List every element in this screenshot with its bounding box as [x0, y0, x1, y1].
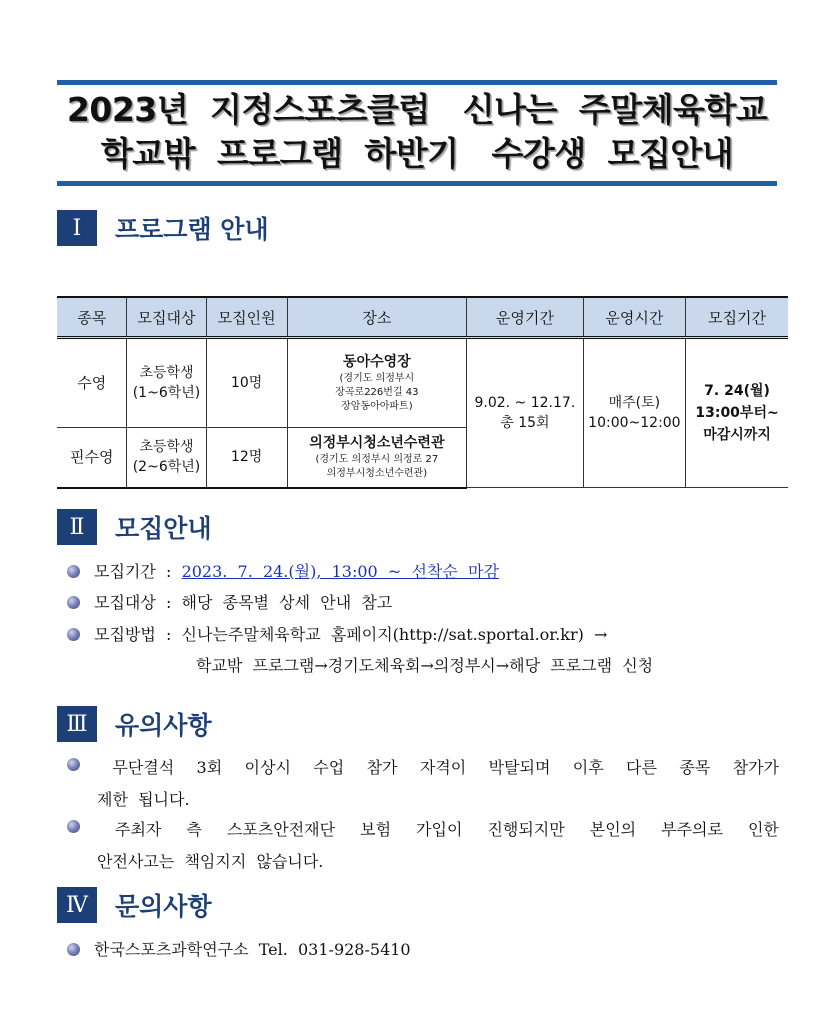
place-name: 동아수영장	[343, 354, 411, 370]
recruit-line-3: 마감시까지	[703, 427, 771, 443]
bullet-icon	[67, 628, 80, 641]
section-3-label: 유의사항	[115, 711, 212, 740]
bullet-icon	[67, 943, 80, 956]
note-2-word: 보험	[360, 820, 392, 839]
program-table	[57, 296, 788, 489]
note-2-word: 진행되지만	[487, 820, 565, 839]
place-address-3: 장암동아아파트)	[341, 401, 413, 412]
table-header-row	[57, 297, 788, 338]
cell-time	[583, 338, 685, 488]
recruit-line-2: 13:00부터~	[695, 405, 779, 421]
note-2-line-2: 안전사고는 책임지지 않습니다.	[97, 852, 324, 871]
place-name: 의정부시청소년수련관	[309, 435, 445, 452]
note-1-word: 박탈되며	[488, 758, 551, 777]
header-count: 모집인원	[206, 297, 287, 338]
table-row	[57, 338, 788, 428]
note-1-word: 무단결석	[112, 758, 175, 777]
bullet-icon	[67, 596, 80, 609]
section-1-label: 프로그램 안내	[115, 215, 269, 244]
header-place: 장소	[287, 297, 466, 338]
header-period: 운영기간	[467, 297, 584, 338]
recruit-target-item	[67, 593, 392, 613]
recruit-method-item	[67, 625, 607, 645]
section-1-heading	[57, 210, 269, 246]
note-2-word: 측	[186, 820, 202, 839]
note-1-word: 이상시	[244, 758, 291, 777]
cell-count: 12명	[206, 428, 287, 488]
note-1-word: 참가	[366, 758, 398, 777]
section-3-heading	[57, 706, 212, 742]
note-1-word: 이후	[572, 758, 604, 777]
bullet-icon	[67, 565, 80, 578]
place-address-1: (경기도 의정부시 의정로 27	[315, 454, 439, 466]
note-1-word: 참가가	[732, 758, 779, 777]
note-2-word: 부주의로	[661, 820, 723, 839]
cell-count: 10명	[206, 338, 287, 428]
note-item-1	[67, 758, 779, 810]
target-line-1: 초등학생	[139, 365, 194, 381]
note-1-line-2: 제한 됩니다.	[97, 790, 190, 809]
recruit-period-item	[67, 562, 499, 582]
note-2-word: 인한	[747, 820, 779, 839]
section-2-label: 모집안내	[115, 514, 212, 543]
place-address-1: (경기도 의정부시	[339, 373, 415, 384]
note-2-word: 가입이	[416, 820, 463, 839]
place-address-2: 의정부시청소년수련관)	[326, 468, 428, 480]
section-2-heading	[57, 509, 212, 545]
bullet-icon	[67, 758, 80, 771]
header-recruit: 모집기간	[686, 297, 788, 338]
header-time: 운영시간	[583, 297, 685, 338]
header-target: 모집대상	[127, 297, 206, 338]
period-line-1: 9.02. ~ 12.17.	[474, 395, 576, 411]
place-address-2: 장곡로226번길 43	[335, 387, 419, 398]
recruit-method-continuation: 학교밖 프로그램→경기도체육회→의정부시→해당 프로그램 신청	[196, 656, 654, 675]
note-1-word: 수업	[313, 758, 345, 777]
section-4-heading	[57, 887, 212, 923]
cell-recruit-period	[686, 338, 788, 488]
target-line-2: (1~6학년)	[132, 385, 201, 401]
title-line-2: 학교밖 프로그램 하반기 수강생 모집안내	[100, 134, 734, 173]
note-1-word: 3회	[196, 758, 223, 777]
section-4-number: Ⅳ	[57, 887, 97, 923]
document-title	[57, 88, 777, 176]
cell-target	[127, 338, 206, 428]
cell-place	[287, 428, 466, 488]
section-3-number: Ⅲ	[57, 706, 97, 742]
section-2-number: Ⅱ	[57, 509, 97, 545]
section-1-number: Ⅰ	[57, 210, 97, 246]
header-sport: 종목	[57, 297, 127, 338]
contact-text: 한국스포츠과학연구소 Tel. 031-928-5410	[94, 940, 411, 959]
note-item-2	[67, 820, 779, 872]
title-line-1: 2023년 지정스포츠클럽 신나는 주말체육학교	[66, 90, 768, 129]
note-1-word: 종목	[679, 758, 711, 777]
cell-place	[287, 338, 466, 428]
title-bottom-rule	[57, 181, 777, 186]
time-line-1: 매주(토)	[608, 395, 661, 411]
cell-target	[127, 428, 206, 488]
target-line-2: (2~6학년)	[132, 459, 201, 476]
cell-sport: 수영	[57, 338, 127, 428]
note-2-word: 본인의	[589, 820, 637, 839]
cell-sport: 핀수영	[57, 428, 127, 488]
note-2-word: 주최자	[115, 820, 162, 839]
recruit-period-link[interactable]: 2023. 7. 24.(월), 13:00 ~ 선착순 마감	[181, 562, 499, 581]
contact-item	[67, 940, 411, 960]
cell-period	[467, 338, 584, 488]
target-line-1: 초등학생	[139, 439, 194, 456]
section-4-label: 문의사항	[115, 892, 212, 921]
recruit-period-label: 모집기간 :	[94, 562, 182, 581]
title-top-rule	[57, 80, 777, 85]
note-1-word: 다른	[626, 758, 657, 777]
note-2-word: 스포츠안전재단	[226, 820, 336, 839]
period-line-2: 총 15회	[500, 415, 550, 431]
recruit-target-text: 모집대상 : 해당 종목별 상세 안내 참고	[94, 593, 393, 612]
bullet-icon	[67, 820, 80, 833]
recruit-line-1: 7. 24(월)	[704, 383, 770, 399]
time-line-2: 10:00~12:00	[588, 415, 681, 431]
recruit-method-text: 모집방법 : 신나는주말체육학교 홈페이지(http://sat.sportal.or.kr) →	[94, 625, 608, 644]
note-1-word: 자격이	[419, 758, 467, 777]
